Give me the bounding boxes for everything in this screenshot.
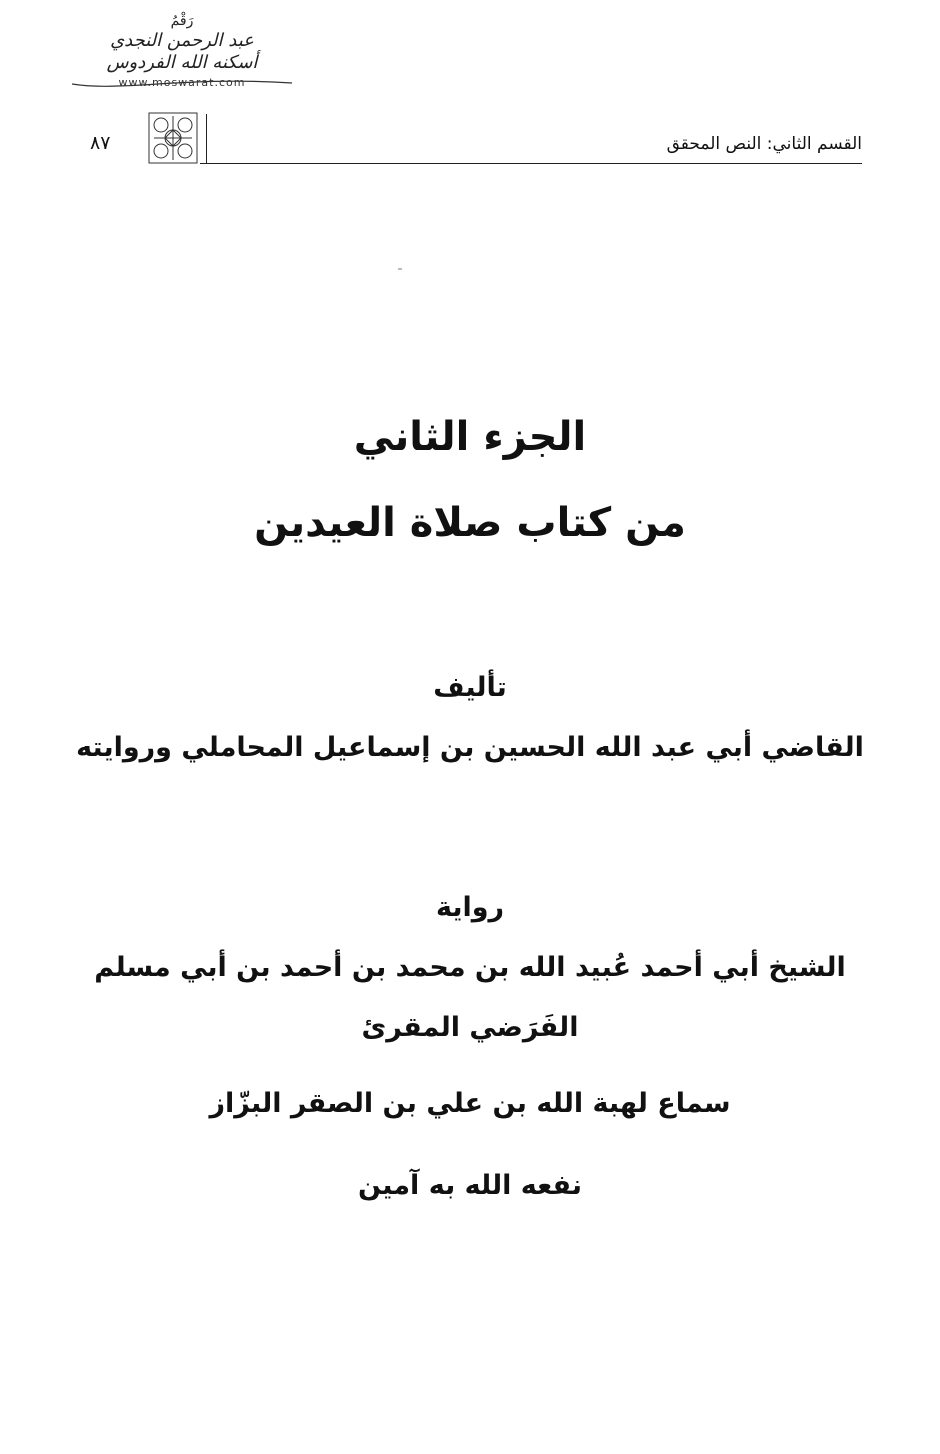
calligraphy-swash-icon [62, 74, 302, 92]
header-divider [206, 114, 207, 164]
narrator-line-2: الفَرَضي المقرئ [361, 1012, 579, 1043]
stamp-line-name: عبد الرحمن النجدي [110, 30, 254, 51]
prayer-line: نفعه الله به آمين [358, 1170, 582, 1201]
narrator-line-1: الشيخ أبي أحمد عُبيد الله بن محمد بن أحمد بن أبي مسلم [94, 952, 846, 983]
header-rule [200, 163, 862, 164]
ornament-icon [148, 112, 198, 164]
narration-label: رواية [435, 892, 505, 923]
stamp-url: www.moswarat.com [118, 76, 246, 89]
authorship-label: تأليف [433, 672, 507, 703]
running-title: القسم الثاني: النص المحقق [666, 134, 862, 154]
stamp-line-prayer: أسكنه الله الفردوس [106, 52, 258, 73]
speck [398, 268, 402, 270]
library-stamp [62, 14, 302, 106]
author-name: القاضي أبي عبد الله الحسين بن إسماعيل المحاملي وروايته [76, 732, 864, 763]
hearing-line: سماع لهبة الله بن علي بن الصقر البزّاز [209, 1088, 731, 1119]
book-title: من كتاب صلاة العيدين [254, 500, 686, 546]
running-header [90, 108, 862, 164]
page-number: ٨٧ [90, 132, 111, 154]
stamp-line-top: رَقْمُ [170, 13, 194, 29]
part-title: الجزء الثاني [353, 414, 587, 460]
